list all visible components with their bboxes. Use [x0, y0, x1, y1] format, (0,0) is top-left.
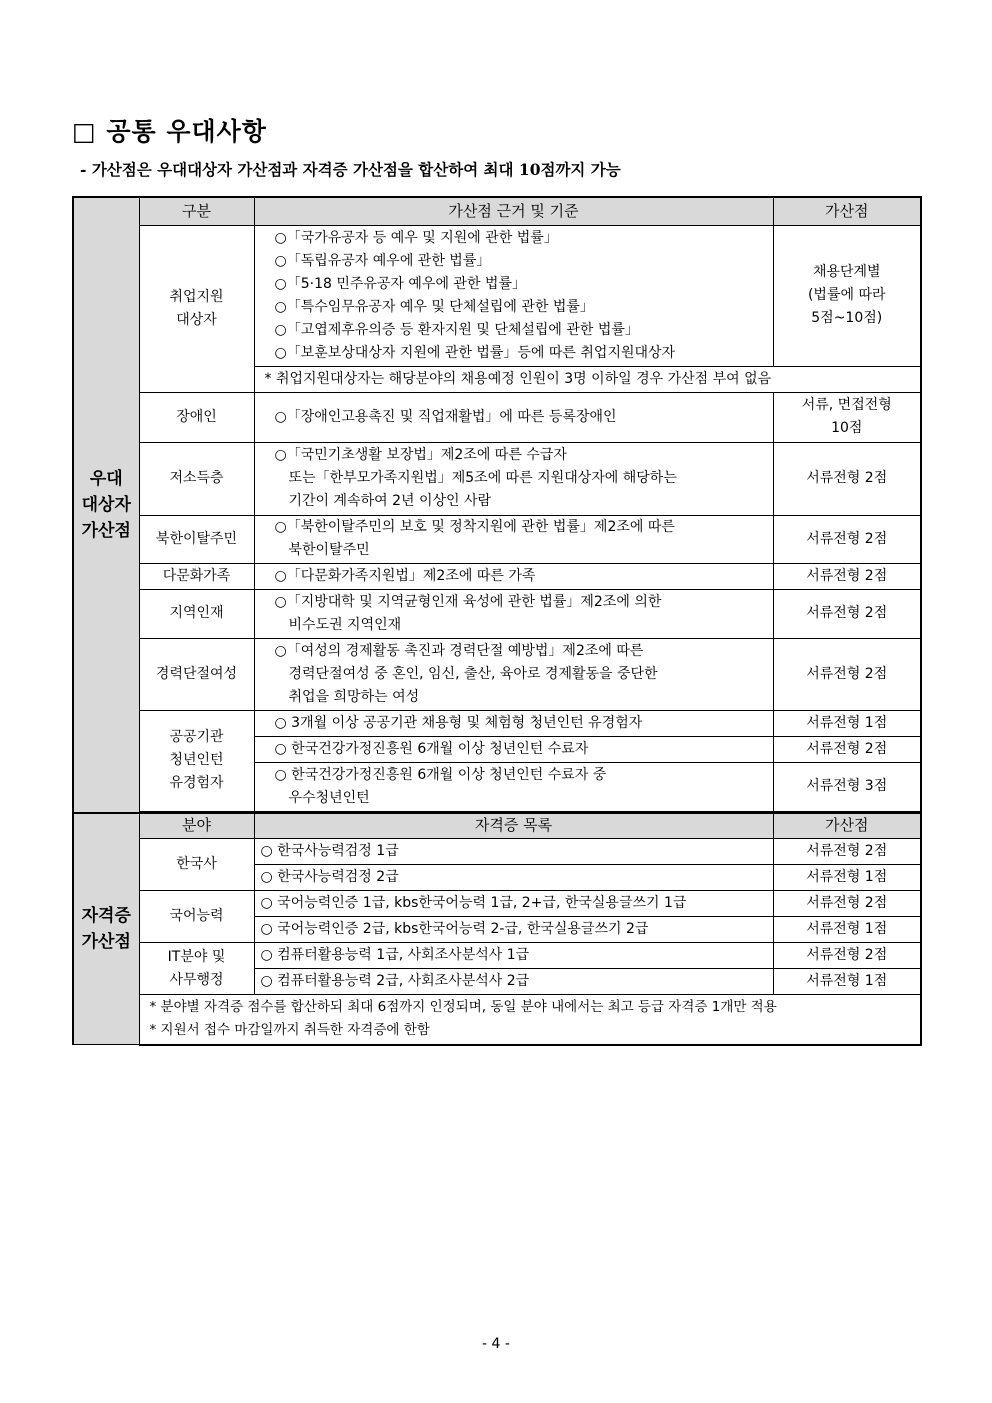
- points-intern-2: 서류전형 2점: [773, 736, 921, 762]
- cert-korean-history-2: ○ 한국사능력검정 2급: [254, 865, 773, 891]
- preference-table: [72, 196, 922, 1046]
- preference-section-label: 우대 대상자 가산점: [73, 197, 139, 813]
- cert-korean-language-2: ○ 국어능력인증 2급, kbs한국어능력 2-급, 한국실용글쓰기 2급: [254, 917, 773, 943]
- criteria-employment-support: ○「국가유공자 등 예우 및 지원에 관한 법률」 ○「독립유공자 예우에 관한 법률」 ○「5·18 민주유공자 예우에 관한 법률」 ○「특수임무유공자 예우 및 단체설립에 관한 법률」 ○「고엽제후유의증 등 환자지원 및 단체설립에 관한 법률」 ○「보훈보상대상자 지원에 관한 법률」등에 따른 취업지원대상자: [254, 225, 773, 366]
- points-low-income: 서류전형 2점: [773, 442, 921, 515]
- criteria-multicultural: ○「다문화가족지원법」제2조에 따른 가족: [254, 563, 773, 589]
- cert-korean-language-1: ○ 국어능력인증 1급, kbs한국어능력 1급, 2+급, 한국실용글쓰기 1급: [254, 891, 773, 917]
- criteria-career-break: ○「여성의 경제활동 촉진과 경력단절 예방법」제2조에 따른 경력단절여성 중 혼인, 임신, 출산, 육아로 경제활동을 중단한 취업을 희망하는 여성: [254, 638, 773, 710]
- points-intern-3: 서류전형 3점: [773, 762, 921, 811]
- criteria-intern-1: ○ 3개월 이상 공공기관 채용형 및 체험형 청년인턴 유경험자: [254, 710, 773, 736]
- points-regional-talent: 서류전형 2점: [773, 589, 921, 638]
- certificate-section-label: 자격증 가산점: [73, 813, 139, 1045]
- header-cert-points: 가산점: [773, 813, 921, 839]
- category-intern: 공공기관 청년인턴 유경험자: [139, 710, 254, 811]
- points-disabled: 서류, 면접전형 10점: [773, 392, 921, 442]
- cert-korean-history-1: ○ 한국사능력검정 1급: [254, 839, 773, 865]
- criteria-low-income: ○「국민기초생활 보장법」제2조에 따른 수급자 또는「한부모가족지원법」제5조에 따른 지원대상자에 해당하는 기간이 계속하여 2년 이상인 사람: [254, 442, 773, 515]
- points-korean-language-2: 서류전형 1점: [773, 917, 921, 943]
- points-it-office-2: 서류전형 1점: [773, 969, 921, 995]
- category-employment-support: 취업지원 대상자: [139, 225, 254, 392]
- points-korean-language-1: 서류전형 2점: [773, 891, 921, 917]
- header-field: 분야: [139, 813, 254, 839]
- points-korean-history-1: 서류전형 2점: [773, 839, 921, 865]
- points-multicultural: 서류전형 2점: [773, 563, 921, 589]
- cert-it-office-2: ○ 컴퓨터활용능력 2급, 사회조사분석사 2급: [254, 969, 773, 995]
- field-korean-history: 한국사: [139, 839, 254, 891]
- header-criteria: 가산점 근거 및 기준: [254, 197, 773, 225]
- points-nk-defectors: 서류전형 2점: [773, 515, 921, 563]
- criteria-intern-3: ○ 한국건강가정진흥원 6개월 이상 청년인턴 수료자 중 우수청년인턴: [254, 762, 773, 811]
- section-subtitle: - 가산점은 우대대상자 가산점과 자격증 가산점을 합산하여 최대 10점까지 가능: [80, 160, 621, 179]
- header-category: 구분: [139, 197, 254, 225]
- cert-it-office-1: ○ 컴퓨터활용능력 1급, 사회조사분석사 1급: [254, 943, 773, 969]
- criteria-nk-defectors: ○「북한이탈주민의 보호 및 정착지원에 관한 법률」제2조에 따른 북한이탈주민: [254, 515, 773, 563]
- criteria-intern-2: ○ 한국건강가정진흥원 6개월 이상 청년인턴 수료자: [254, 736, 773, 762]
- category-low-income: 저소득층: [139, 442, 254, 515]
- category-disabled: 장애인: [139, 392, 254, 442]
- points-korean-history-2: 서류전형 1점: [773, 865, 921, 891]
- category-regional-talent: 지역인재: [139, 589, 254, 638]
- category-nk-defectors: 북한이탈주민: [139, 515, 254, 563]
- section-title: □ 공통 우대사항: [72, 117, 267, 146]
- certificate-notes: * 분야별 자격증 점수를 합산하되 최대 6점까지 인정되며, 동일 분야 내에서는 최고 등급 자격증 1개만 적용 * 지원서 접수 마감일까지 취득한 자격증에 한함: [139, 995, 921, 1045]
- points-intern-1: 서류전형 1점: [773, 710, 921, 736]
- page-number: - 4 -: [482, 1336, 510, 1352]
- header-points: 가산점: [773, 197, 921, 225]
- category-career-break: 경력단절여성: [139, 638, 254, 710]
- header-cert-list: 자격증 목록: [254, 813, 773, 839]
- points-career-break: 서류전형 2점: [773, 638, 921, 710]
- points-it-office-1: 서류전형 2점: [773, 943, 921, 969]
- points-employment-support: 채용단계별 (법률에 따라 5점~10점): [773, 225, 921, 366]
- field-korean-language: 국어능력: [139, 891, 254, 943]
- criteria-regional-talent: ○「지방대학 및 지역균형인재 육성에 관한 법률」제2조에 의한 비수도권 지역인재: [254, 589, 773, 638]
- category-multicultural: 다문화가족: [139, 563, 254, 589]
- criteria-disabled: ○「장애인고용촉진 및 직업재활법」에 따른 등록장애인: [254, 392, 773, 442]
- employment-support-note: * 취업지원대상자는 해당분야의 채용예정 인원이 3명 이하일 경우 가산점 부여 없음: [254, 366, 921, 392]
- field-it-office: IT분야 및 사무행정: [139, 943, 254, 995]
